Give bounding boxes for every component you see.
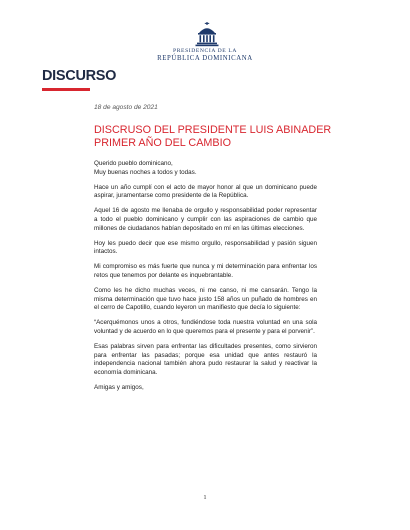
org-name-line1: PRESIDENCIA DE LA [173,48,237,54]
paragraph-line: Muy buenas noches a todos y todas. [94,168,197,176]
section-label: DISCURSO [42,68,117,84]
section-underline [42,88,90,91]
body-paragraph: Mi compromiso es más fuerte que nunca y mi determinación para enfrentar los retos que tenemos por delante es inquebrantable. [94,263,317,279]
body-paragraph [94,160,317,177]
body-paragraph: Como les he dicho muchas veces, ni me canso, ni me cansarán. Tengo la misma determinación que tuvo hace justo 158 años un puñado de hombres en el cerro de Capotillo, cuando leyeron un manifiesto que decía lo siguiente: [94,287,317,312]
paragraph-line: Querido pueblo dominicano, [94,160,173,167]
document-date: 18 de agosto de 2021 [94,104,158,111]
body-paragraph: Amigas y amigos, [94,383,144,391]
body-paragraph: Hoy les puedo decir que ese mismo orgullo, responsabilidad y pasión siguen intactos. [94,239,317,256]
document-title: DISCRUSO DEL PRESIDENTE LUIS ABINADER PRIMER AÑO DEL CAMBIO [94,124,332,149]
body-paragraph: Esas palabras sirven para enfrentar las dificultades presentes, como sirvieron para enfrentar las pasadas; porque esa unidad que antes restauró la independencia nacional también ahora pudo restaurar la salud y reactivar la economía dominicana. [94,343,317,376]
page-number: 1 [203,494,207,501]
org-name-line2: REPÚBLICA DOMINICANA [157,55,253,62]
document-body [94,160,317,399]
body-paragraph: “Acerquémonos unos a otros, fundiéndose toda nuestra voluntad en una sola voluntad y de acuerdo en lo que queremos para el presente y para el porvenir”. [94,319,317,335]
presidency-emblem-icon [192,22,222,47]
body-paragraph: Hace un año cumplí con el acto de mayor honor al que un dominicano puede aspirar, juramentarse como presidente de la República. [94,183,317,200]
body-paragraph: Aquel 16 de agosto me llenaba de orgullo y responsabilidad poder representar a todo el pueblo dominicano y cumplir con las aspiraciones de cambio que millones de ciudadanos habían depositado en mí en las últimas elecciones. [94,207,317,232]
